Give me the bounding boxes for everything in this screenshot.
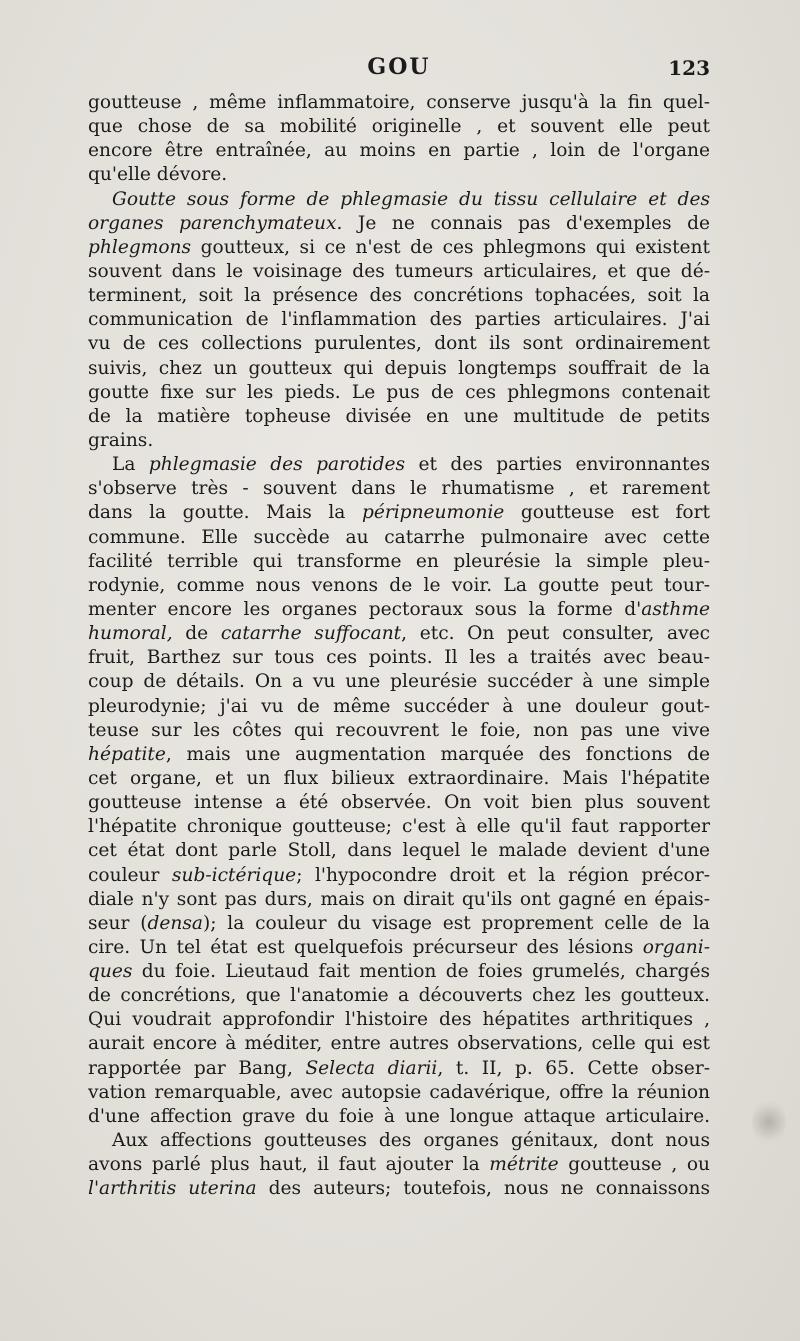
text-line — [88, 743, 710, 767]
text-line — [88, 357, 710, 381]
text-run: goutteuse , ou — [558, 1154, 710, 1176]
text-run: commune. Elle succède au catarrhe pulmonaire avec cette — [88, 526, 710, 548]
text-run: souvent dans le voisinage des tumeurs articulaires, et que dé- — [88, 260, 710, 282]
text-run: teuse sur les côtes qui recouvrent le foie, non pas une vive — [88, 719, 710, 741]
text-line — [88, 767, 710, 791]
text-line — [88, 936, 710, 960]
italic-text-run: asthme — [641, 598, 710, 620]
italic-text-run: organes parenchymateux. — [88, 212, 343, 234]
italic-text-run: catarrhe suffocant — [220, 623, 402, 645]
text-run: avons parlé plus haut, il faut ajouter la — [88, 1154, 490, 1176]
text-line — [88, 815, 710, 839]
text-line — [88, 477, 710, 501]
text-run: aurait encore à méditer, entre autres observations, celle qui est — [88, 1033, 710, 1055]
text-run: vu de ces collections purulentes, dont ils sont ordinairement — [88, 333, 710, 355]
text-run: vation remarquable, avec autopsie cadavérique, offre la réunion — [88, 1081, 710, 1103]
text-run: du foie. Lieutaud fait mention de foies grumelés, chargés — [132, 961, 710, 983]
text-run: de concrétions, que l'anatomie a découverts chez les goutteux. — [88, 985, 710, 1007]
text-line — [88, 236, 710, 260]
text-line — [88, 960, 710, 984]
text-run: , etc. On peut consulter, avec — [401, 623, 710, 645]
text-run: cire. Un tel état est quelquefois précurseur des lésions — [88, 936, 643, 958]
text-run: de — [172, 623, 221, 645]
text-run: terminent, soit la présence des concrétions tophacées, soit la — [88, 285, 710, 307]
text-run: goutteuse intense a été observée. On voit bien plus souvent — [88, 792, 710, 814]
text-run: ; l'hypocondre droit et la région précor- — [296, 864, 710, 886]
page-header — [88, 54, 710, 84]
text-run: Je ne connais pas d'exemples de — [342, 212, 710, 234]
text-line — [88, 839, 710, 863]
text-run: rodynie, comme nous venons de le voir. La goutte peut tour- — [88, 574, 710, 596]
text-line — [88, 719, 710, 743]
page-number: 123 — [668, 56, 710, 80]
text-line — [88, 1081, 710, 1105]
text-line — [88, 526, 710, 550]
text-line — [88, 791, 710, 815]
italic-text-run: humoral, — [88, 623, 173, 645]
text-run: ); la couleur du visage est proprement celle de la — [202, 912, 710, 934]
text-line — [88, 670, 710, 694]
text-run: facilité terrible qui transforme en pleurésie la simple pleu- — [88, 550, 710, 572]
text-line — [88, 212, 710, 236]
italic-text-run: ques — [88, 961, 133, 983]
text-run: s'observe très - souvent dans le rhumatisme , et rarement — [88, 478, 710, 500]
text-run: , t. II, p. 65. Cette obser- — [437, 1057, 710, 1079]
text-run: communication de l'inflammation des parties articulaires. J'ai — [88, 309, 710, 331]
text-line — [88, 284, 710, 308]
text-line — [88, 695, 710, 719]
text-run: qu'elle dévore. — [88, 164, 228, 186]
text-line — [88, 188, 710, 212]
text-line — [88, 864, 710, 888]
text-line — [88, 139, 710, 163]
italic-text-run: Goutte sous forme de phlegmasie du tissu cellulaire et des — [112, 188, 710, 210]
italic-text-run: phlegmasie des parotides — [148, 454, 406, 476]
page-stain — [752, 1098, 786, 1146]
text-line — [88, 381, 710, 405]
text-line — [88, 1008, 710, 1032]
text-run: des auteurs; toutefois, nous ne connaissons — [256, 1178, 710, 1200]
text-line — [88, 984, 710, 1008]
body-text — [88, 91, 710, 1201]
text-run: grains. — [88, 429, 154, 451]
italic-text-run: hépatite — [88, 743, 166, 765]
text-line — [88, 574, 710, 598]
text-run: rapportée par Bang, — [88, 1057, 306, 1079]
text-run: menter encore les organes pectoraux sous la forme d' — [88, 598, 642, 620]
text-line — [88, 1153, 710, 1177]
text-line — [88, 429, 710, 453]
italic-text-run: sub-ictérique — [171, 864, 297, 886]
text-run: l'hépatite chronique goutteuse; c'est à elle qu'il faut rapporter — [88, 816, 710, 838]
italic-text-run: phlegmons — [88, 236, 192, 258]
text-line — [88, 453, 710, 477]
text-run: diale n'y sont pas durs, mais on dirait qu'ils ont gagné en épais- — [88, 888, 710, 910]
text-line — [88, 260, 710, 284]
text-run: fruit, Barthez sur tous ces points. Il les a traités avec beau- — [88, 647, 710, 669]
text-line — [88, 332, 710, 356]
text-run: cet état dont parle Stoll, dans lequel le malade devient d'une — [88, 840, 710, 862]
text-line — [88, 91, 710, 115]
italic-text-run: Selecta diarii — [305, 1057, 438, 1079]
text-run: couleur — [88, 864, 172, 886]
text-line — [88, 1105, 710, 1129]
text-line — [88, 622, 710, 646]
text-line — [88, 1057, 710, 1081]
text-line — [88, 646, 710, 670]
italic-text-run: l'arthritis uterina — [88, 1178, 257, 1200]
text-run: pleurodynie; j'ai vu de même succéder à une douleur gout- — [88, 695, 710, 717]
running-title: GOU — [367, 54, 431, 80]
text-run: goutteux, si ce n'est de ces phlegmons qui existent — [191, 236, 710, 258]
text-line — [88, 405, 710, 429]
text-run: et des parties environnantes — [405, 454, 710, 476]
text-line — [88, 550, 710, 574]
text-line — [88, 501, 710, 525]
text-run: goutte fixe sur les pieds. Le pus de ces phlegmons contenait — [88, 381, 710, 403]
text-line — [88, 115, 710, 139]
text-run: cet organe, et un flux bilieux extraordinaire. Mais l'hépatite — [88, 767, 710, 789]
text-run: , mais une augmentation marquée des fonctions de — [165, 743, 710, 765]
text-run: goutteuse , même inflammatoire, conserve jusqu'à la fin quel- — [88, 92, 710, 113]
text-run: coup de détails. On a vu une pleurésie succéder à une simple — [88, 671, 710, 693]
text-run: encore être entraînée, au moins en partie , loin de l'organe — [88, 140, 710, 162]
italic-text-run: densa — [147, 912, 203, 934]
text-run: de la matière topheuse divisée en une multitude de petits — [88, 405, 710, 427]
text-line — [88, 1129, 710, 1153]
text-run: d'une affection grave du foie à une longue attaque articulaire. — [88, 1105, 710, 1127]
text-run: dans la goutte. Mais la — [88, 502, 362, 524]
text-run: goutteuse est fort — [504, 502, 710, 524]
italic-text-run: organi- — [642, 936, 710, 958]
text-run: Aux affections goutteuses des organes génitaux, dont nous — [112, 1130, 710, 1152]
text-line — [88, 1032, 710, 1056]
italic-text-run: péripneumonie — [361, 502, 505, 524]
text-run: suivis, chez un goutteux qui depuis longtemps souffrait de la — [88, 357, 710, 379]
text-line — [88, 163, 710, 187]
text-run: seur ( — [88, 912, 148, 934]
text-line — [88, 598, 710, 622]
italic-text-run: métrite — [489, 1154, 559, 1176]
text-line — [88, 912, 710, 936]
text-line — [88, 308, 710, 332]
text-run: La — [112, 454, 149, 476]
text-run: que chose de sa mobilité originelle , et souvent elle peut — [88, 116, 710, 138]
text-line — [88, 888, 710, 912]
text-line — [88, 1177, 710, 1201]
text-run: Qui voudrait approfondir l'histoire des hépatites arthritiques , — [88, 1009, 710, 1031]
